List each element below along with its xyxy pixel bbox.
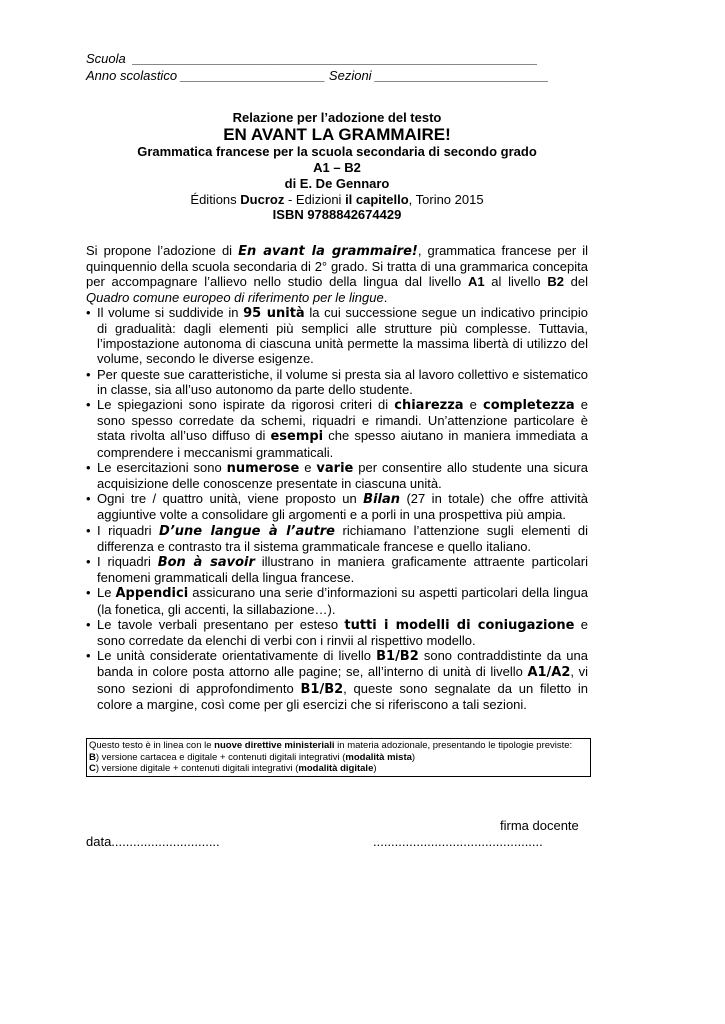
signature-line: ...............................................: [373, 834, 543, 849]
body-text: [86, 243, 588, 712]
scuola-line: ________________________________________________________: [132, 51, 538, 66]
sezioni-label: Sezioni: [328, 68, 372, 83]
sezioni-line: ________________________: [375, 68, 549, 83]
bullet-explanations: • Le spiegazioni sono ispirate da rigorosi criteri di chiarezza e completezza e sono spesso corredate da schemi, riquadri e rimandi. Un’attenzione particolare è stata rivolta all’uso diffuso di esempi che spesso aiutano in maniera immediata a comprendere i meccanismi grammaticali.: [86, 397, 588, 460]
bullet-bilan: • Ogni tre / quattro unità, viene proposto un Bilan (27 in totale) che offre attività aggiuntive volte a consolidare gli argomenti e a porli in una prospettiva più ampia.: [86, 491, 588, 522]
relazione-heading: Relazione per l’adozione del testo: [232, 110, 442, 125]
document-page: [86, 50, 588, 712]
bullet-appendici: • Le Appendici assicurano una serie d’informazioni su aspetti particolari della lingua (la fonetica, gli accenti, la sillabazione…).: [86, 585, 588, 616]
note-line-1: Questo testo è in linea con le nuove direttive ministeriali in materia adozionale, presentando le tipologie previste:: [89, 740, 573, 751]
bullet-tavole-verbali: • Le tavole verbali presentano per esteso tutti i modelli di coniugazione e sono corredate da elenchi di verbi con i rinvii al rispettivo modello.: [86, 617, 588, 648]
isbn: ISBN 9788842674429: [272, 207, 402, 222]
book-level: A1 – B2: [313, 160, 361, 175]
bullet-bon-a-savoir: • I riquadri Bon à savoir illustrano in maniera graficamente attraente particolari fenomeni grammaticali della lingua francese.: [86, 554, 588, 585]
bullet-units: • Il volume si suddivide in 95 unità la cui successione segue un indicativo principio di gradualità: dagli elementi più semplici alle strutture più complesse. Tuttavia, l’impostazione autonoma di ciascuna unità permette la massima libertà di utilizzo del volume, secondo le diverse esigenze.: [86, 305, 588, 367]
book-author: di E. De Gennaro: [284, 176, 390, 191]
data-field: data..............................: [86, 834, 220, 849]
bullet-dune-langue: • I riquadri D’une langue à l’autre richiamano l’attenzione sugli elementi di differenza e contrasto tra il sistema grammaticale francese e quello italiano.: [86, 523, 588, 554]
note-line-b: B) versione cartacea e digitale + contenuti digitali integrativi (modalità mista): [89, 751, 416, 763]
bullet-livelli: • Le unità considerate orientativamente di livello B1/B2 sono contraddistinte da una banda in colore posta attorno alle pagine; se, all’interno di unità di livello A1/A2, vi sono sezioni di approfondimento B1/B2, queste sono segnalate da un filetto in colore a margine, così come per gli esercizi che si riferiscono a tali sezioni.: [86, 648, 588, 712]
firma-docente-label: firma docente: [500, 818, 579, 833]
anno-line: ____________________: [180, 68, 326, 83]
scuola-field: [86, 50, 588, 67]
bullet-exercises: • Le esercitazioni sono numerose e varie per consentire allo studente una sicura acquisizione delle conoscenze presentate in ciascuna unità.: [86, 460, 588, 491]
anno-label: Anno scolastico: [86, 68, 178, 83]
intro-paragraph: Si propone l’adozione di En avant la grammaire!, grammatica francese per il quinquennio della scuola secondaria di 2° grado. Si tratta di una grammarica concepita per accompagnare l’allievo nello studio della lingua dal livello A1 al livello B2 del Quadro comune europeo di riferimento per le lingue.: [86, 243, 588, 305]
book-subtitle: Grammatica francese per la scuola secondaria di secondo grado: [137, 144, 537, 159]
ministerial-note-box: [86, 738, 591, 777]
note-line-c: C) versione digitale + contenuti digitali integrativi (modalità digitale): [89, 763, 377, 775]
book-title: EN AVANT LA GRAMMAIRE!: [223, 125, 451, 144]
scuola-label: Scuola: [86, 51, 126, 66]
publisher-line: Éditions Ducroz - Edizioni il capitello, Torino 2015: [190, 192, 484, 207]
anno-sezioni-field: [86, 67, 588, 84]
bullet-characteristics: • Per queste sue caratteristiche, il volume si presta sia al lavoro collettivo e sistematico in classe, sia all’uso autonomo da parte dello studente.: [86, 367, 588, 397]
